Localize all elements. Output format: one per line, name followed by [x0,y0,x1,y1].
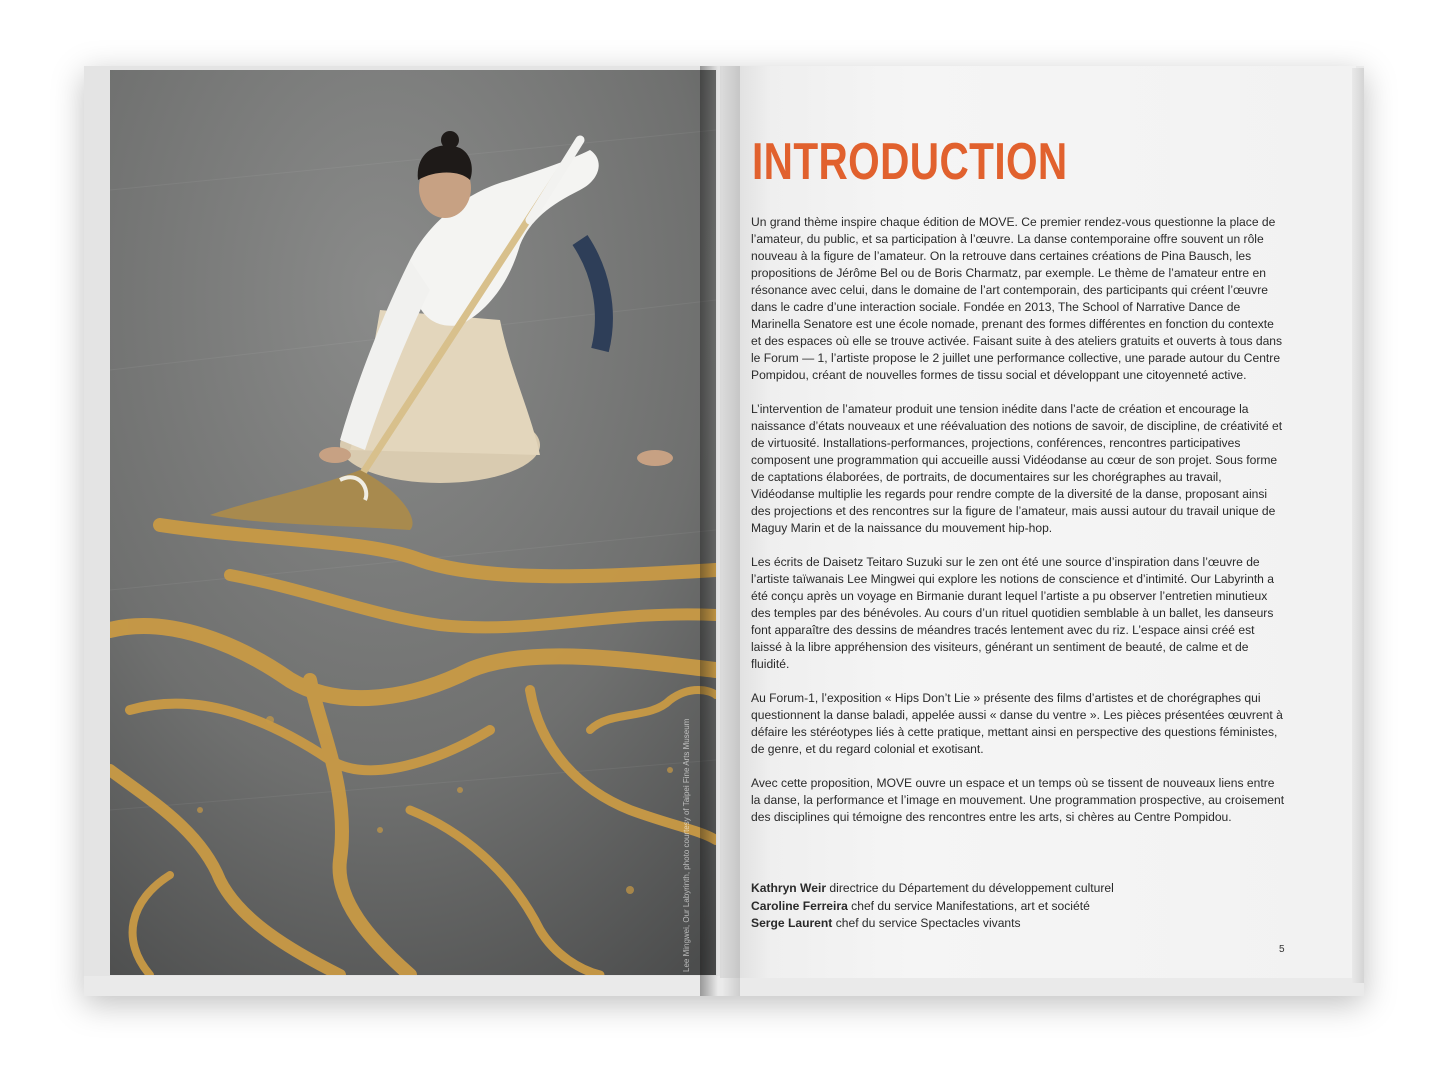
signature-name: Kathryn Weir [751,881,827,895]
signature-role: directrice du Département du développement culturel [829,881,1114,895]
paragraph: Avec cette proposition, MOVE ouvre un espace et un temps où se tissent de nouveaux liens entre la danse, la performance et l’image en mouvement. Une programmation prospective, au croisement des disciplines qui témoigne des rencontres entre les arts, si chères au Centre Pompidou. [751,776,1285,824]
page-edge [1352,68,1364,983]
signature-line [751,880,1114,898]
introduction-text [751,214,1286,843]
signature-line [751,915,1114,933]
paragraph: L’intervention de l’amateur produit une tension inédite dans l’acte de création et encourage la naissance d’états nouveaux et une réévaluation des notions de savoir, de discipline, de créativité et de virtuosité. Installations-performances, projections, conférences, rencontres participatives composent une programmation qui accueille aussi Vidéodanse au cœur de son projet. Sous forme de captations élaborées, de portraits, de documentaires sur les chorégraphes au travail, Vidéodanse multiplie les regards pour rendre compte de la diversité de la danse, proposant ainsi des projections et des rencontres sur la figure de l’amateur, mais aussi autour du travail unique de Maguy Marin et de la naissance du mouvement hip-hop. [751,402,1283,535]
signatures [751,880,1114,933]
signature-name: Caroline Ferreira [751,898,848,913]
page-number: 5 [1279,944,1285,955]
paragraph: Au Forum-1, l’exposition « Hips Don’t Lie » présente des films d’artistes et de chorégraphes qui questionnent la danse baladi, appelée aussi « danse du ventre ». Les pièces présentées œuvrent à défaire les stéréotypes liés à cette pratique, mettant ainsi en perspective des questions féministes, de genre, et du regard colonial et exotisant. [751,691,1283,756]
photo-credit: Lee Mingwei, Our Labyrinth, photo courtesy of Taipei Fine Arts Museum [682,718,691,972]
dancer-sweeping-rice-photo [110,70,716,975]
signature-line [751,898,1114,916]
signature-name: Serge Laurent [751,916,833,930]
paragraph: Un grand thème inspire chaque édition de MOVE. Ce premier rendez-vous questionne la place de l’amateur, du public, et sa participation à l’œuvre. La danse contemporaine offre souvent un rôle nouveau à la figure de l’amateur. On la retrouve dans certaines créations de Pina Bausch, les propositions de Jérôme Bel ou de Boris Charmatz, par exemple. Le thème de l’amateur entre en résonance avec celui, dans le domaine de l’art contemporain, des participants qui créent l’œuvre dans le cadre d’une interaction sociale. Fondée en 2013, The School of Narrative Dance de Marinella Senatore est une école nomade, prenant des formes différentes en fonction du contexte et des espaces où elle se trouve activée. Faisant suite à des ateliers gratuits et ouverts à tous dans le Forum — 1, l’artiste propose le 2 juillet une performance collective, une parade autour du Centre Pompidou, créant de nouvelles formes de tissu social et développant une citoyenneté active. [751,215,1283,382]
paragraph: Les écrits de Daisetz Teitaro Suzuki sur le zen ont été une source d’inspiration dans l’œuvre de l’artiste taïwanais Lee Mingwei qui explore les notions de conscience et d’intimité. Our Labyrinth a été conçu après un voyage en Birmanie durant lequel l’artiste a pu observer l’entretien minutieux des temples par des bénévoles. Au cours d’un rituel quotidien semblable à un ballet, les danseurs font apparaître des dessins de méandres tracés lentement avec du riz. L’espace ainsi créé est laissé à la libre appréhension des visiteurs, générant un sentiment de beauté, de calme et de fluidité. [751,555,1274,671]
signature-role: chef du service Manifestations, art et société [851,898,1090,913]
signature-role: chef du service Spectacles vivants [835,916,1021,930]
page-title: INTRODUCTION [752,133,1068,191]
photo-illustration [110,70,716,975]
